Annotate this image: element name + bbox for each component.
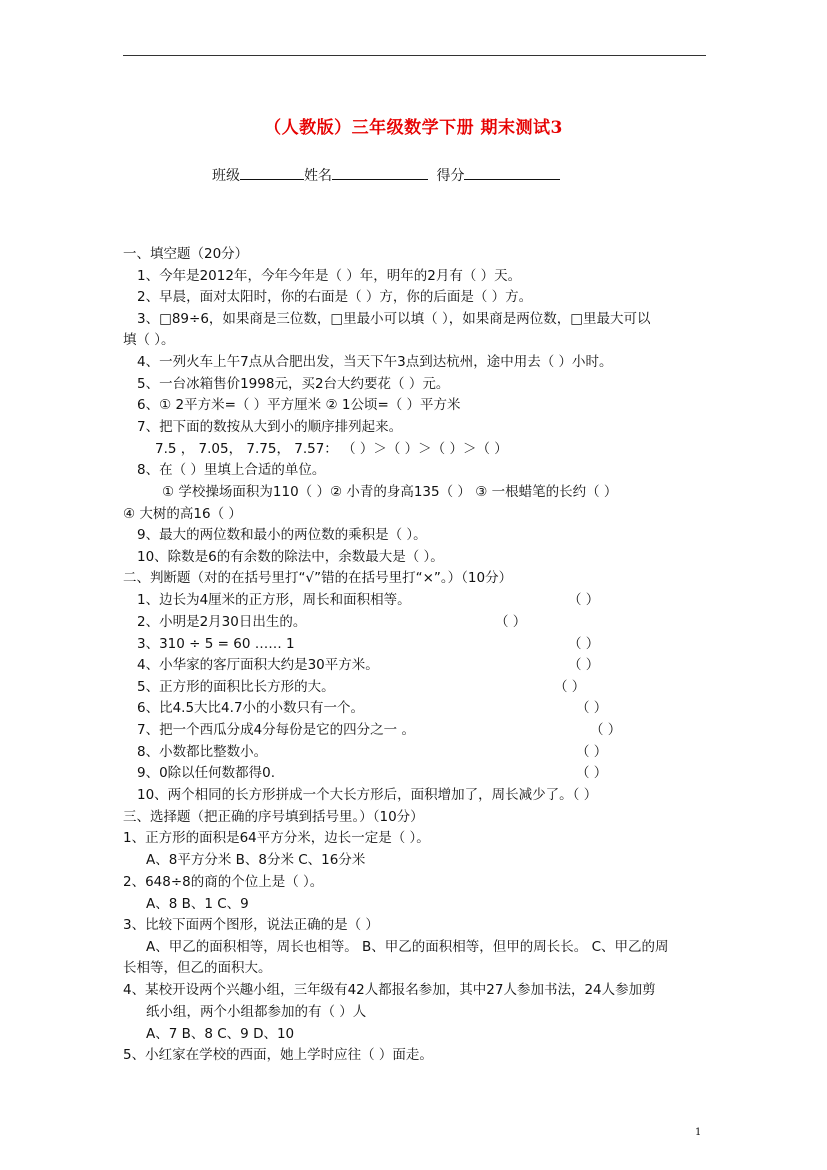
option-line: A、7 B、8 C、9 D、10	[146, 1026, 295, 1042]
question-line: 3、比较下面两个图形，说法正确的是（ ）	[123, 917, 379, 933]
answer-bracket: （ ）	[568, 657, 600, 673]
section-heading: 二、判断题（对的在括号里打“√”错的在括号里打“×”。）（10分）	[123, 570, 513, 586]
question-line: 7、把下面的数按从大到小的顺序排列起来。	[137, 419, 403, 435]
question-line: 6、比4.5大比4.7小的小数只有一个。	[137, 700, 365, 716]
name-blank	[332, 165, 428, 180]
question-line: 2、早晨，面对太阳时，你的右面是（ ）方，你的后面是（ ）方。	[137, 289, 533, 305]
question-line: 5、小红家在学校的西面，她上学时应往（ ）面走。	[123, 1047, 433, 1063]
question-line: ① 学校操场面积为110（ ）② 小青的身高135（ ） ③ 一根蜡笔的长约（ ）	[162, 484, 618, 500]
answer-bracket: （ ）	[576, 765, 608, 781]
answer-bracket: （ ）	[590, 722, 622, 738]
header-rule	[123, 55, 706, 56]
question-line: 8、小数都比整数小。	[137, 744, 268, 760]
question-line: 4、某校开设两个兴趣小组，三年级有42人都报名参加，其中27人参加书法，24人参加剪	[123, 982, 656, 998]
student-info-row	[212, 165, 560, 185]
answer-bracket: （ ）	[568, 592, 600, 608]
option-line: A、8 B、1 C、9	[146, 896, 249, 912]
answer-bracket: （ ）	[568, 636, 600, 652]
question-line: 纸小组，两个小组都参加的有（ ）人	[146, 1004, 367, 1020]
question-line: 6、① 2平方米=（ ）平方厘米 ② 1公顷=（ ）平方米	[137, 397, 461, 413]
score-label: 得分	[436, 168, 465, 184]
answer-bracket: （ ）	[576, 744, 608, 760]
answer-bracket: （ ）	[554, 679, 586, 695]
page-title: （人教版）三年级数学下册 期末测试3	[264, 118, 563, 138]
question-line: 10、除数是6的有余数的除法中，余数最大是（ ）。	[137, 549, 444, 565]
question-line: 8、在（ ）里填上合适的单位。	[137, 462, 326, 478]
question-line: 3、310 ÷ 5 = 60 …… 1	[137, 636, 295, 652]
question-line: 填（ ）。	[123, 332, 175, 348]
answer-bracket: （ ）	[576, 700, 608, 716]
class-blank	[240, 165, 304, 180]
question-line: 4、一列火车上午7点从合肥出发，当天下午3点到达杭州，途中用去（ ）小时。	[137, 354, 613, 370]
question-line: ④ 大树的高16（ ）	[123, 506, 242, 522]
question-line: 2、小明是2月30日出生的。	[137, 614, 307, 630]
class-label: 班级	[212, 168, 240, 184]
name-label: 姓名	[304, 168, 332, 184]
question-line: 1、正方形的面积是64平方分米，边长一定是（ ）。	[123, 830, 430, 846]
option-line: 长相等，但乙的面积大。	[123, 960, 272, 976]
question-line: 1、边长为4厘米的正方形，周长和面积相等。	[137, 592, 411, 608]
question-line: 7.5 ， 7.05， 7.75， 7.57： （ ）＞（ ）＞（ ）＞（ ）	[155, 441, 508, 457]
question-line: 9、最大的两位数和最小的两位数的乘积是（ ）。	[137, 527, 427, 543]
section-heading: 一、填空题（20分）	[123, 246, 249, 262]
question-line: 2、648÷8的商的个位上是（ ）。	[123, 874, 324, 890]
question-line: 9、0除以任何数都得0.	[137, 765, 276, 781]
score-blank	[464, 165, 560, 180]
question-line: 10、两个相同的长方形拼成一个大长方形后，面积增加了，周长减少了。（ ）	[137, 787, 598, 803]
section-heading: 三、选择题（把正确的序号填到括号里。）（10分）	[123, 809, 424, 825]
question-line: 1、今年是2012年，今年今年是（ ）年，明年的2月有（ ）天。	[137, 268, 522, 284]
question-line: 3、□89÷6，如果商是三位数，□里最小可以填（ ），如果商是两位数，□里最大可以	[137, 311, 651, 327]
option-line: A、8平方分米 B、8分米 C、16分米	[146, 852, 366, 868]
page-number: 1	[695, 1127, 702, 1138]
question-line: 5、正方形的面积比长方形的大。	[137, 679, 335, 695]
question-line: 4、小华家的客厅面积大约是30平方米。	[137, 657, 379, 673]
question-line: 7、把一个西瓜分成4分每份是它的四分之一 。	[137, 722, 415, 738]
question-line: 5、一台冰箱售价1998元，买2台大约要花（ ）元。	[137, 376, 450, 392]
option-line: A、甲乙的面积相等，周长也相等。 B、甲乙的面积相等，但甲的周长长。 C、甲乙的周	[146, 939, 669, 955]
answer-bracket: （ ）	[495, 614, 527, 630]
